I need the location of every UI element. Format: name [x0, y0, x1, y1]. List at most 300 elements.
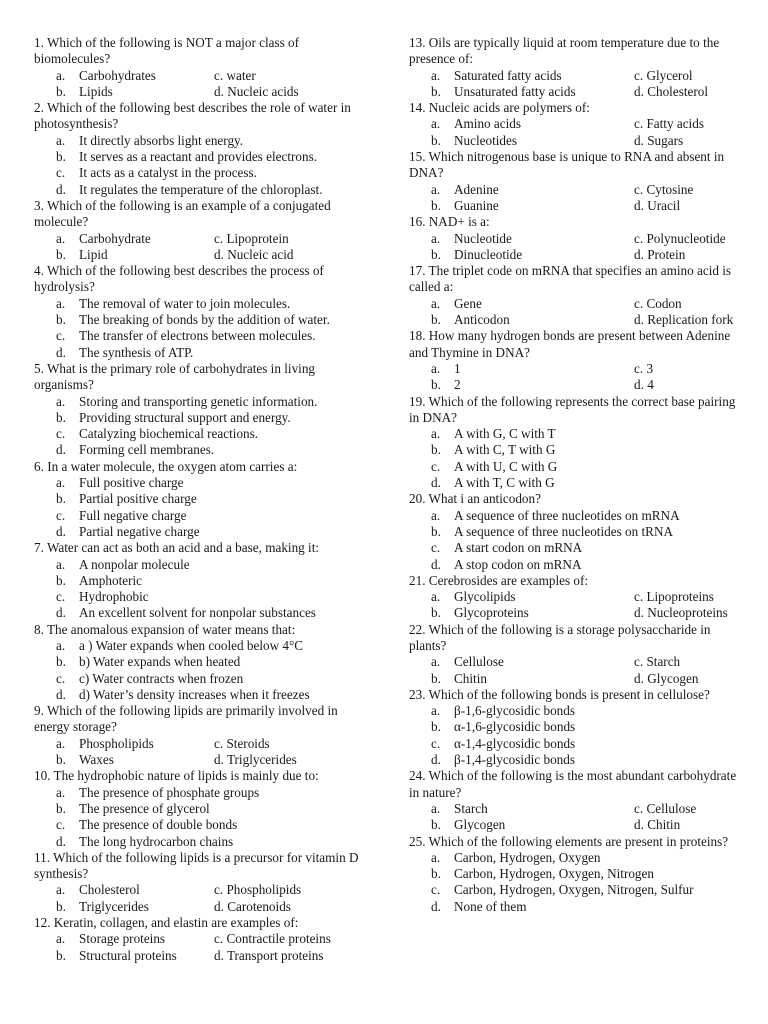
option-letter: c. — [56, 328, 66, 344]
option-text: d. Nucleic acids — [214, 83, 299, 99]
option-b — [56, 654, 364, 670]
question-5 — [34, 361, 364, 459]
option-text: c. Contractile proteins — [214, 931, 331, 947]
option-b — [56, 573, 364, 589]
question-text: 23. Which of the following bonds is present in cellulose? — [409, 686, 710, 702]
option-text: d. 4 — [634, 377, 654, 393]
option-text: Carbon, Hydrogen, Oxygen — [454, 849, 601, 865]
question-text: 25. Which of the following elements are present in proteins? — [409, 833, 729, 849]
option-c — [431, 736, 744, 752]
question-text: 13. Oils are typically liquid at room temperature due to the presence of: — [409, 35, 720, 67]
option-letter: b. — [431, 523, 441, 539]
option-letter: a. — [431, 295, 441, 311]
question-19 — [409, 394, 744, 492]
option-text: Storing and transporting genetic information. — [79, 393, 318, 409]
options-list — [34, 882, 364, 915]
option-text: A with T, C with G — [454, 475, 555, 491]
question-9 — [34, 703, 364, 768]
option-d — [56, 687, 364, 703]
option-d — [431, 899, 744, 915]
option-letter: d. — [56, 344, 66, 360]
option-c — [56, 328, 364, 344]
option-letter: a. — [431, 181, 441, 197]
option-a — [431, 68, 634, 84]
option-a — [431, 801, 634, 817]
options-list — [409, 589, 744, 622]
option-b — [431, 84, 634, 100]
question-text: 14. Nucleic acids are polymers of: — [409, 100, 590, 116]
option-text: c. Cellulose — [634, 800, 697, 816]
option-text: Amphoteric — [79, 572, 142, 588]
option-text: Carbohydrate — [79, 230, 151, 246]
option-letter: c. — [431, 882, 441, 898]
option-text: c. Fatty acids — [634, 116, 704, 132]
option-text: Triglycerides — [79, 898, 149, 914]
option-letter: a. — [431, 589, 441, 605]
option-letter: b. — [431, 605, 441, 621]
option-text: The presence of glycerol — [79, 800, 210, 816]
option-letter: d. — [56, 686, 66, 702]
question-18 — [409, 328, 744, 393]
option-text: Waxes — [79, 752, 114, 768]
option-letter: b. — [431, 866, 441, 882]
option-text: Guanine — [454, 197, 499, 213]
option-text: Full positive charge — [79, 475, 184, 491]
question-3 — [34, 198, 364, 263]
option-letter: d. — [56, 181, 66, 197]
option-text: A nonpolar molecule — [79, 556, 190, 572]
option-text: 2 — [454, 377, 461, 393]
option-text: A stop codon on mRNA — [454, 556, 582, 572]
option-text: The breaking of bonds by the addition of water. — [79, 312, 330, 328]
option-b — [56, 948, 214, 964]
option-letter: d. — [56, 442, 66, 458]
option-letter: c. — [56, 426, 66, 442]
option-c — [634, 116, 744, 132]
options-list — [34, 231, 364, 264]
question-text: 22. Which of the following is a storage polysaccharide in plants? — [409, 621, 711, 653]
question-6 — [34, 459, 364, 540]
option-letter: b. — [431, 312, 441, 328]
question-text: 10. The hydrophobic nature of lipids is mainly due to: — [34, 768, 319, 784]
option-text: Nucleotides — [454, 132, 517, 148]
option-c — [634, 589, 744, 605]
option-text: It regulates the temperature of the chloroplast. — [79, 181, 323, 197]
question-22 — [409, 622, 744, 687]
option-c — [431, 540, 744, 556]
option-text: c. Phospholipids — [214, 882, 302, 898]
options-list — [409, 361, 744, 394]
option-letter: b. — [56, 83, 66, 99]
option-text: Carbon, Hydrogen, Oxygen, Nitrogen — [454, 866, 654, 882]
option-text: Starch — [454, 800, 488, 816]
option-d — [634, 817, 744, 833]
option-text: Glycoproteins — [454, 605, 529, 621]
question-7 — [34, 540, 364, 621]
option-text: The transfer of electrons between molecules. — [79, 328, 316, 344]
options-list — [409, 850, 744, 915]
option-d — [634, 605, 744, 621]
option-letter: a. — [56, 882, 66, 898]
question-24 — [409, 768, 744, 833]
option-letter: c. — [56, 589, 66, 605]
question-12 — [34, 915, 364, 964]
option-c — [214, 68, 364, 84]
question-4 — [34, 263, 364, 361]
option-letter: d. — [431, 556, 441, 572]
question-2 — [34, 100, 364, 198]
option-letter: b. — [431, 132, 441, 148]
option-letter: a. — [56, 556, 66, 572]
option-letter: a. — [56, 132, 66, 148]
option-letter: b. — [431, 670, 441, 686]
option-b — [56, 899, 214, 915]
option-letter: c. — [56, 507, 66, 523]
question-text: 1. Which of the following is NOT a major class of biomolecules? — [34, 35, 300, 67]
option-letter: a. — [431, 230, 441, 246]
option-text: Carbohydrates — [79, 67, 156, 83]
option-text: Saturated fatty acids — [454, 67, 562, 83]
option-text: b) Water expands when heated — [79, 654, 241, 670]
option-letter: b. — [431, 246, 441, 262]
option-b — [56, 752, 214, 768]
option-letter: a. — [431, 654, 441, 670]
option-d — [214, 84, 364, 100]
option-d — [431, 752, 744, 768]
option-d — [634, 247, 744, 263]
option-letter: a. — [56, 230, 66, 246]
option-d — [56, 345, 364, 361]
option-text: None of them — [454, 898, 527, 914]
option-text: Full negative charge — [79, 507, 187, 523]
question-1 — [34, 35, 364, 100]
option-a — [56, 736, 214, 752]
option-a — [56, 931, 214, 947]
option-text: c. Steroids — [214, 735, 270, 751]
option-d — [214, 899, 364, 915]
question-text: 3. Which of the following is an example of a conjugated molecule? — [34, 197, 331, 230]
question-text: 17. The triplet code on mRNA that specifies an amino acid is called a: — [409, 263, 732, 295]
option-letter: d. — [431, 752, 441, 768]
option-b — [431, 605, 634, 621]
option-text: c. Glycerol — [634, 67, 693, 83]
option-text: α-1,4-glycosidic bonds — [454, 735, 576, 751]
option-text: d. Nucleic acid — [214, 246, 294, 262]
options-list — [409, 801, 744, 834]
question-text: 6. In a water molecule, the oxygen atom carries a: — [34, 458, 298, 474]
option-letter: b. — [431, 442, 441, 458]
option-a — [431, 182, 634, 198]
option-letter: a. — [56, 393, 66, 409]
option-text: The presence of double bonds — [79, 817, 238, 833]
option-text: Anticodon — [454, 312, 510, 328]
option-d — [214, 752, 364, 768]
option-b — [56, 491, 364, 507]
option-d — [56, 524, 364, 540]
option-text: Partial negative charge — [79, 523, 200, 539]
option-text: d. Replication fork — [634, 312, 734, 328]
option-text: Catalyzing biochemical reactions. — [79, 426, 259, 442]
option-c — [431, 882, 744, 898]
option-text: d. Uracil — [634, 197, 681, 213]
option-a — [56, 557, 364, 573]
option-text: c. Codon — [634, 295, 682, 311]
question-text: 19. Which of the following represents the correct base pairing in DNA? — [409, 393, 736, 425]
option-letter: a. — [431, 800, 441, 816]
option-letter: c. — [56, 670, 66, 686]
option-text: It directly absorbs light energy. — [79, 132, 244, 148]
option-a — [431, 361, 634, 377]
option-text: Glycolipids — [454, 589, 516, 605]
option-d — [634, 312, 744, 328]
option-text: c. Starch — [634, 654, 681, 670]
option-d — [56, 834, 364, 850]
option-b — [431, 866, 744, 882]
option-text: Storage proteins — [79, 931, 166, 947]
option-c — [56, 671, 364, 687]
option-text: c. 3 — [634, 360, 654, 376]
option-d — [634, 84, 744, 100]
option-text: 1 — [454, 360, 461, 376]
option-text: Partial positive charge — [79, 491, 197, 507]
option-letter: b. — [431, 83, 441, 99]
option-b — [56, 247, 214, 263]
question-text: 18. How many hydrogen bonds are present between Adenine and Thymine in DNA? — [409, 328, 731, 360]
option-letter: c. — [56, 817, 66, 833]
option-text: d. Transport proteins — [214, 947, 324, 963]
option-text: Carbon, Hydrogen, Oxygen, Nitrogen, Sulfur — [454, 882, 694, 898]
option-letter: b. — [56, 800, 66, 816]
option-text: A sequence of three nucleotides on mRNA — [454, 507, 680, 523]
option-a — [431, 296, 634, 312]
option-b — [431, 247, 634, 263]
option-a — [56, 394, 364, 410]
option-letter: d. — [431, 475, 441, 491]
options-list — [409, 231, 744, 264]
option-b — [431, 671, 634, 687]
option-b — [431, 198, 634, 214]
option-a — [431, 426, 744, 442]
option-text: c. Cytosine — [634, 181, 694, 197]
options-list — [409, 116, 744, 149]
option-c — [634, 654, 744, 670]
option-text: A sequence of three nucleotides on tRNA — [454, 523, 673, 539]
option-letter: b. — [56, 752, 66, 768]
option-c — [56, 817, 364, 833]
question-text: 2. Which of the following best describes the role of water in photosynthesis? — [34, 100, 351, 132]
options-list — [34, 638, 364, 703]
option-letter: b. — [56, 409, 66, 425]
option-text: Unsaturated fatty acids — [454, 83, 576, 99]
option-letter: b. — [431, 377, 441, 393]
option-c — [431, 459, 744, 475]
question-13 — [409, 35, 744, 100]
option-text: d. Triglycerides — [214, 752, 297, 768]
option-text: d. Nucleoproteins — [634, 605, 728, 621]
options-list — [34, 475, 364, 540]
option-text: Nucleotide — [454, 230, 512, 246]
option-letter: a. — [56, 67, 66, 83]
option-letter: b. — [56, 947, 66, 963]
option-c — [214, 736, 364, 752]
option-c — [214, 931, 364, 947]
option-letter: d. — [56, 605, 66, 621]
question-text: 5. What is the primary role of carbohydrates in living organisms? — [34, 360, 316, 393]
options-list — [409, 703, 744, 768]
option-letter: a. — [56, 784, 66, 800]
option-d — [214, 948, 364, 964]
option-b — [56, 149, 364, 165]
option-d — [634, 133, 744, 149]
option-letter: b. — [56, 491, 66, 507]
left-column — [34, 35, 364, 964]
option-a — [56, 475, 364, 491]
option-letter: a. — [56, 475, 66, 491]
option-b — [431, 524, 744, 540]
option-letter: b. — [56, 312, 66, 328]
option-text: Lipid — [79, 246, 108, 262]
options-list — [34, 785, 364, 850]
options-list — [409, 182, 744, 215]
right-column — [409, 35, 744, 915]
option-letter: d. — [56, 833, 66, 849]
option-a — [56, 133, 364, 149]
option-letter: b. — [56, 246, 66, 262]
question-23 — [409, 687, 744, 768]
option-c — [56, 426, 364, 442]
option-letter: a. — [431, 703, 441, 719]
option-letter: a. — [56, 637, 66, 653]
question-text: 16. NAD+ is a: — [409, 214, 490, 230]
option-b — [56, 312, 364, 328]
option-letter: c. — [431, 540, 441, 556]
option-text: The removal of water to join molecules. — [79, 295, 291, 311]
option-text: Cholesterol — [79, 882, 140, 898]
option-c — [56, 589, 364, 605]
option-text: The presence of phosphate groups — [79, 784, 260, 800]
option-text: Glycogen — [454, 817, 506, 833]
question-text: 20. What i an anticodon? — [409, 491, 541, 507]
option-d — [634, 671, 744, 687]
option-c — [634, 801, 744, 817]
option-d — [634, 377, 744, 393]
option-a — [431, 231, 634, 247]
option-text: The synthesis of ATP. — [79, 344, 194, 360]
option-letter: a. — [56, 931, 66, 947]
question-21 — [409, 573, 744, 622]
option-text: Cellulose — [454, 654, 504, 670]
option-a — [431, 116, 634, 132]
option-c — [634, 231, 744, 247]
options-list — [34, 133, 364, 198]
options-list — [409, 508, 744, 573]
option-text: β-1,6-glycosidic bonds — [454, 703, 575, 719]
option-c — [56, 508, 364, 524]
option-text: Gene — [454, 295, 482, 311]
question-8 — [34, 622, 364, 703]
option-c — [634, 182, 744, 198]
option-b — [431, 312, 634, 328]
option-text: It acts as a catalyst in the process. — [79, 165, 257, 181]
option-text: Forming cell membranes. — [79, 442, 215, 458]
options-list — [409, 654, 744, 687]
option-b — [431, 377, 634, 393]
option-letter: b. — [431, 817, 441, 833]
question-text: 4. Which of the following best describes the process of hydrolysis? — [34, 263, 324, 295]
option-d — [56, 605, 364, 621]
option-text: Dinucleotide — [454, 246, 523, 262]
option-letter: a. — [431, 507, 441, 523]
option-text: An excellent solvent for nonpolar substances — [79, 605, 316, 621]
option-b — [56, 410, 364, 426]
option-text: d. Sugars — [634, 132, 684, 148]
option-letter: a. — [431, 67, 441, 83]
question-11 — [34, 850, 364, 915]
options-list — [34, 68, 364, 101]
option-letter: a. — [431, 426, 441, 442]
option-text: A with C, T with G — [454, 442, 556, 458]
option-c — [634, 361, 744, 377]
option-text: Lipids — [79, 83, 113, 99]
question-10 — [34, 768, 364, 849]
option-text: c. Lipoproteins — [634, 589, 714, 605]
option-text: The long hydrocarbon chains — [79, 833, 234, 849]
options-list — [409, 68, 744, 101]
option-text: α-1,6-glycosidic bonds — [454, 719, 576, 735]
option-b — [431, 442, 744, 458]
question-15 — [409, 149, 744, 214]
option-a — [431, 508, 744, 524]
option-text: β-1,4-glycosidic bonds — [454, 752, 575, 768]
question-text: 8. The anomalous expansion of water means that: — [34, 621, 296, 637]
option-d — [214, 247, 364, 263]
option-letter: c. — [56, 165, 66, 181]
options-list — [409, 296, 744, 329]
question-14 — [409, 100, 744, 149]
option-d — [56, 182, 364, 198]
option-letter: a. — [431, 849, 441, 865]
option-c — [634, 296, 744, 312]
option-letter: a. — [431, 116, 441, 132]
option-letter: a. — [56, 295, 66, 311]
option-c — [56, 165, 364, 181]
question-20 — [409, 491, 744, 572]
question-text: 15. Which nitrogenous base is unique to RNA and absent in DNA? — [409, 149, 725, 181]
option-a — [431, 703, 744, 719]
option-letter: d. — [56, 523, 66, 539]
option-text: d. Protein — [634, 246, 686, 262]
question-25 — [409, 834, 744, 915]
options-list — [34, 296, 364, 361]
option-text: a ) Water expands when cooled below 4°C — [79, 637, 304, 653]
option-a — [56, 231, 214, 247]
option-a — [56, 296, 364, 312]
options-list — [34, 931, 364, 964]
option-text: c) Water contracts when frozen — [79, 670, 244, 686]
option-text: Hydrophobic — [79, 589, 149, 605]
option-b — [431, 133, 634, 149]
option-letter: b. — [431, 719, 441, 735]
option-letter: d. — [431, 898, 441, 914]
option-text: d. Carotenoids — [214, 898, 291, 914]
option-b — [431, 719, 744, 735]
option-d — [431, 557, 744, 573]
option-b — [431, 817, 634, 833]
option-a — [56, 785, 364, 801]
option-letter: b. — [431, 197, 441, 213]
option-d — [431, 475, 744, 491]
option-text: d. Chitin — [634, 817, 681, 833]
